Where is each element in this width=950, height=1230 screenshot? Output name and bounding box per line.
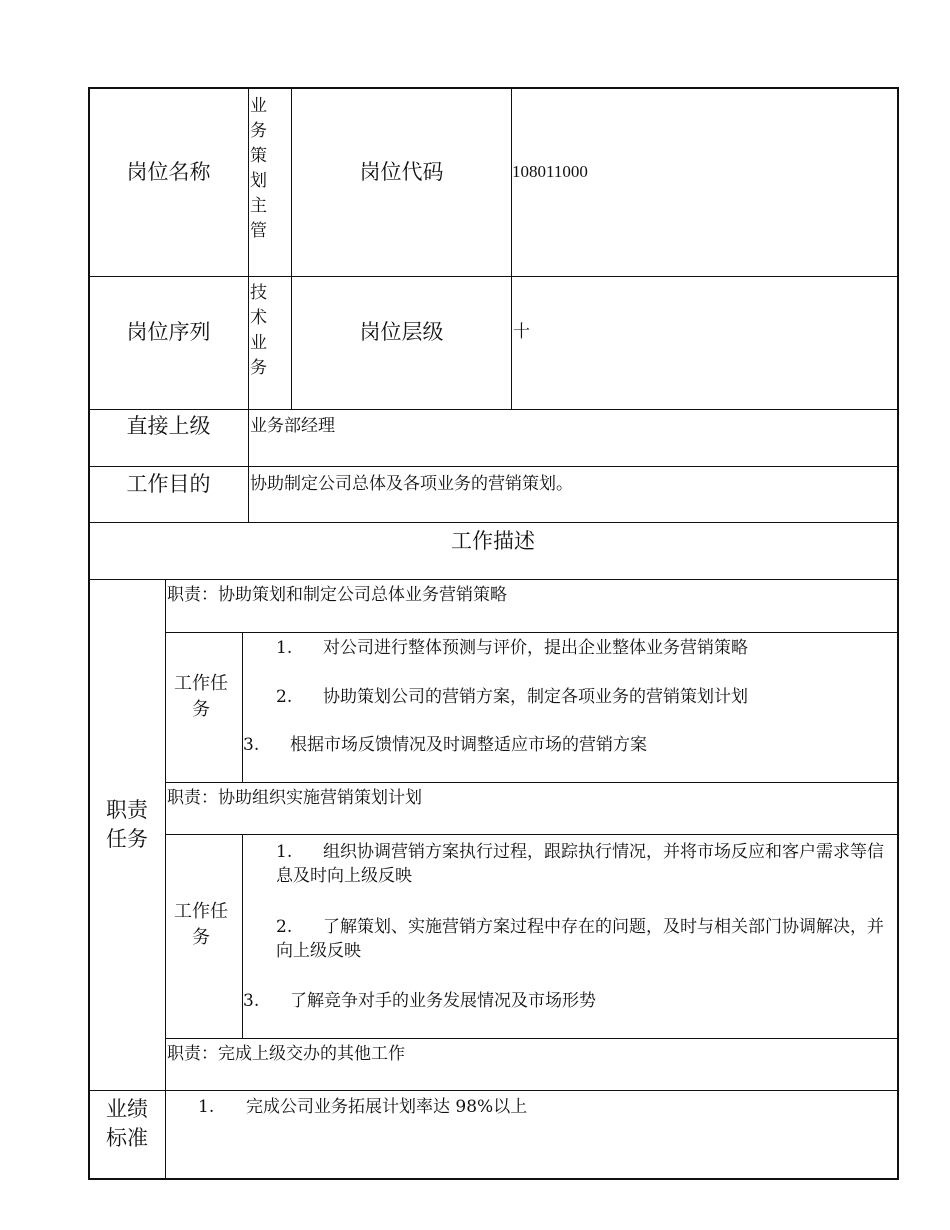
purpose-value: 协助制定公司总体及各项业务的营销策划。 xyxy=(250,474,573,494)
row-divider xyxy=(88,409,899,410)
task-number: 3. xyxy=(243,991,260,1011)
task-item xyxy=(243,989,883,1013)
table-border-right xyxy=(897,87,899,1180)
task-text: 组织协调营销方案执行过程，跟踪执行情况，并将市场反应和客户需求等信息及时向上级反映 xyxy=(276,842,884,886)
description-title: 工作描述 xyxy=(451,529,535,553)
superior-value: 业务部经理 xyxy=(250,416,335,436)
row-divider xyxy=(88,1090,899,1091)
task-number: 3. xyxy=(243,735,260,755)
post-level-value: 十 xyxy=(513,322,530,342)
performance-item xyxy=(198,1095,888,1119)
task-text: 了解竞争对手的业务发展情况及市场形势 xyxy=(290,991,596,1011)
performance-text: 完成公司业务拓展计划率达 98%以上 xyxy=(246,1097,528,1117)
col-divider xyxy=(291,87,292,410)
performance-label: 业绩标准 xyxy=(106,1097,148,1150)
col-divider xyxy=(242,632,243,783)
post-name-label: 岗位名称 xyxy=(126,160,211,184)
post-name-value: 业务策划主管 xyxy=(250,96,267,241)
post-code-value: 108011000 xyxy=(512,162,588,181)
task-item xyxy=(276,685,886,709)
duty-title: 职责：协助策划和制定公司总体业务营销策略 xyxy=(167,585,507,605)
row-divider xyxy=(165,834,899,835)
task-number: 2. xyxy=(276,687,293,707)
purpose-label: 工作目的 xyxy=(126,472,211,496)
post-sequence-label: 岗位序列 xyxy=(126,320,211,344)
table-border-top xyxy=(88,87,899,89)
task-text: 根据市场反馈情况及时调整适应市场的营销方案 xyxy=(290,735,647,755)
row-divider xyxy=(88,276,899,277)
task-text: 对公司进行整体预测与评价，提出企业整体业务营销策略 xyxy=(323,638,748,658)
row-divider xyxy=(88,522,899,523)
task-number: 1. xyxy=(276,842,293,862)
table-border-bottom xyxy=(88,1178,899,1180)
post-level-label: 岗位层级 xyxy=(359,320,444,344)
task-item xyxy=(276,636,886,660)
task-text: 了解策划、实施营销方案过程中存在的问题，及时与相关部门协调解决，并向上级反映 xyxy=(276,917,884,961)
task-item xyxy=(276,915,886,963)
performance-number: 1. xyxy=(198,1097,215,1117)
post-sequence-value: 技术业务 xyxy=(250,283,267,378)
table-border-left xyxy=(88,87,90,1180)
row-divider xyxy=(165,1038,899,1039)
row-divider xyxy=(88,466,899,467)
duty-title: 职责：协助组织实施营销策划计划 xyxy=(167,788,422,808)
row-divider xyxy=(165,632,899,633)
col-divider xyxy=(165,579,166,1179)
task-item xyxy=(243,733,883,757)
superior-label: 直接上级 xyxy=(126,414,211,438)
task-label: 工作任务 xyxy=(174,901,228,948)
row-divider xyxy=(88,579,899,580)
task-item xyxy=(276,840,886,888)
col-divider xyxy=(248,87,249,523)
task-number: 1. xyxy=(276,638,293,658)
col-divider xyxy=(511,87,512,410)
duties-section-label: 职责任务 xyxy=(106,798,148,851)
task-number: 2. xyxy=(276,917,293,937)
post-code-label: 岗位代码 xyxy=(359,160,444,184)
duty-title: 职责：完成上级交办的其他工作 xyxy=(167,1044,405,1064)
task-label: 工作任务 xyxy=(174,673,228,720)
task-text: 协助策划公司的营销方案，制定各项业务的营销策划计划 xyxy=(323,687,748,707)
row-divider xyxy=(165,782,899,783)
